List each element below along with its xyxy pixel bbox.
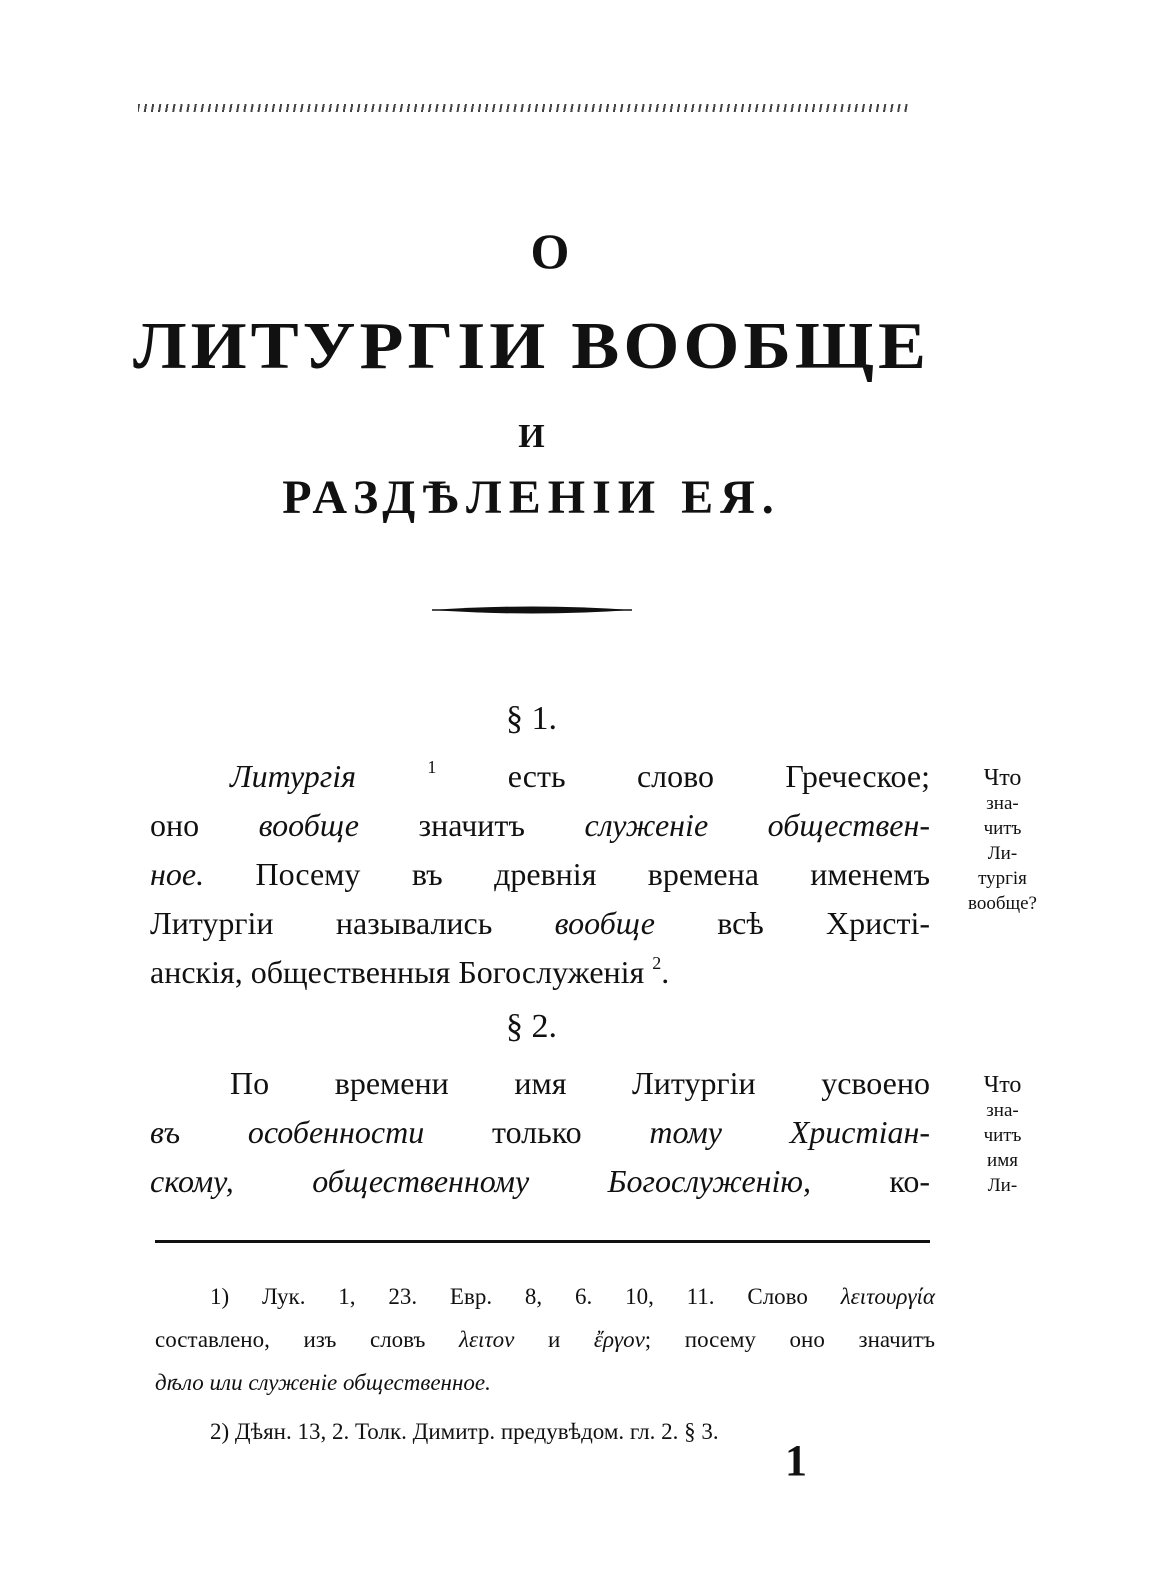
margin-note-line: зна- bbox=[986, 1100, 1019, 1121]
text-line bbox=[155, 1410, 935, 1453]
italic-text: Литургія bbox=[230, 758, 357, 794]
footnote-1 bbox=[155, 1275, 935, 1404]
margin-note-line: читъ bbox=[983, 1125, 1022, 1146]
section-1-heading: § 1. bbox=[506, 700, 557, 737]
text bbox=[234, 1163, 312, 1199]
italic-text: въ особенности bbox=[150, 1114, 425, 1150]
text: ; посему оно значитъ bbox=[644, 1327, 935, 1352]
italic-text: ἔργον bbox=[593, 1327, 645, 1352]
footnote-2 bbox=[155, 1410, 935, 1453]
italic-text: тому Христіан- bbox=[649, 1114, 931, 1150]
title-subtitle: РАЗДѢЛЕНІИ ЕЯ. bbox=[282, 471, 781, 524]
top-ornament-rule bbox=[138, 104, 910, 112]
title-and: И bbox=[518, 418, 545, 455]
italic-text: λειτουργία bbox=[840, 1284, 935, 1309]
title-main: ЛИТУРГІИ ВООБЩЕ bbox=[132, 309, 931, 383]
footnote-marker: 1 bbox=[427, 757, 437, 777]
footnote-marker: 2 bbox=[652, 953, 662, 973]
text-line bbox=[155, 1361, 935, 1404]
text: составлено, изъ словъ bbox=[155, 1327, 459, 1352]
text-line bbox=[155, 1318, 935, 1361]
text: оно bbox=[150, 807, 259, 843]
text: только bbox=[424, 1114, 650, 1150]
italic-text: вообще bbox=[554, 905, 655, 941]
text: есть слово Греческое; bbox=[436, 758, 931, 794]
text-line bbox=[150, 1108, 930, 1157]
text-line bbox=[155, 1275, 935, 1318]
text: Посему въ древнія времена именемъ bbox=[204, 856, 930, 892]
italic-text: служеніе обществен- bbox=[584, 807, 931, 843]
text: По времени имя Литургіи усвоено bbox=[230, 1065, 930, 1101]
text: 1) Лук. 1, 23. Евр. 8, 6. 10, 11. Слово bbox=[210, 1284, 841, 1309]
text: . bbox=[661, 954, 670, 990]
text: значитъ bbox=[358, 807, 585, 843]
section-2-margin-note bbox=[955, 1073, 1050, 1198]
margin-note-line: зна- bbox=[986, 793, 1019, 814]
text-line bbox=[150, 899, 930, 948]
italic-text: общественному Богослуженію, bbox=[312, 1163, 811, 1199]
footnote-rule bbox=[155, 1240, 930, 1243]
margin-note-line: вообще? bbox=[967, 893, 1037, 914]
section-2-paragraph bbox=[150, 1059, 930, 1206]
margin-note-line: имя bbox=[987, 1150, 1018, 1171]
text bbox=[356, 758, 427, 794]
text: Литургіи назывались bbox=[150, 905, 555, 941]
text: анскія, общественныя Богослуженія bbox=[150, 954, 653, 990]
italic-text: λειτον bbox=[458, 1327, 515, 1352]
text: и bbox=[514, 1327, 594, 1352]
footnotes bbox=[155, 1275, 935, 1453]
section-1-paragraph bbox=[150, 752, 930, 997]
margin-note-line: Ли- bbox=[987, 843, 1018, 864]
text: всѣ Христі- bbox=[654, 905, 931, 941]
text-line bbox=[150, 948, 930, 997]
section-2-heading: § 2. bbox=[506, 1008, 557, 1045]
section-1-margin-note bbox=[955, 766, 1050, 916]
text-line bbox=[150, 752, 930, 801]
italic-text: скому, bbox=[150, 1163, 234, 1199]
margin-note-line: тургія bbox=[978, 868, 1027, 889]
swell-rule-ornament bbox=[432, 600, 632, 620]
page-number: 1 bbox=[785, 1436, 807, 1485]
margin-note-line: читъ bbox=[983, 818, 1022, 839]
text: ко- bbox=[810, 1163, 930, 1199]
margin-note-line: Что bbox=[983, 765, 1022, 791]
title-o: О bbox=[530, 223, 570, 279]
text-line bbox=[150, 801, 930, 850]
italic-text: ное. bbox=[150, 856, 205, 892]
italic-text: вообще bbox=[258, 807, 359, 843]
margin-note-line: Ли- bbox=[987, 1175, 1018, 1196]
margin-note-line: Что bbox=[983, 1072, 1022, 1098]
text-line bbox=[150, 1059, 930, 1108]
italic-text: дѣло или служеніе общественное. bbox=[155, 1370, 491, 1395]
text-line bbox=[150, 1157, 930, 1206]
text-line bbox=[150, 850, 930, 899]
text: 2) Дѣян. 13, 2. Толк. Димитр. предувѣдом. гл. 2. § 3. bbox=[210, 1419, 719, 1444]
